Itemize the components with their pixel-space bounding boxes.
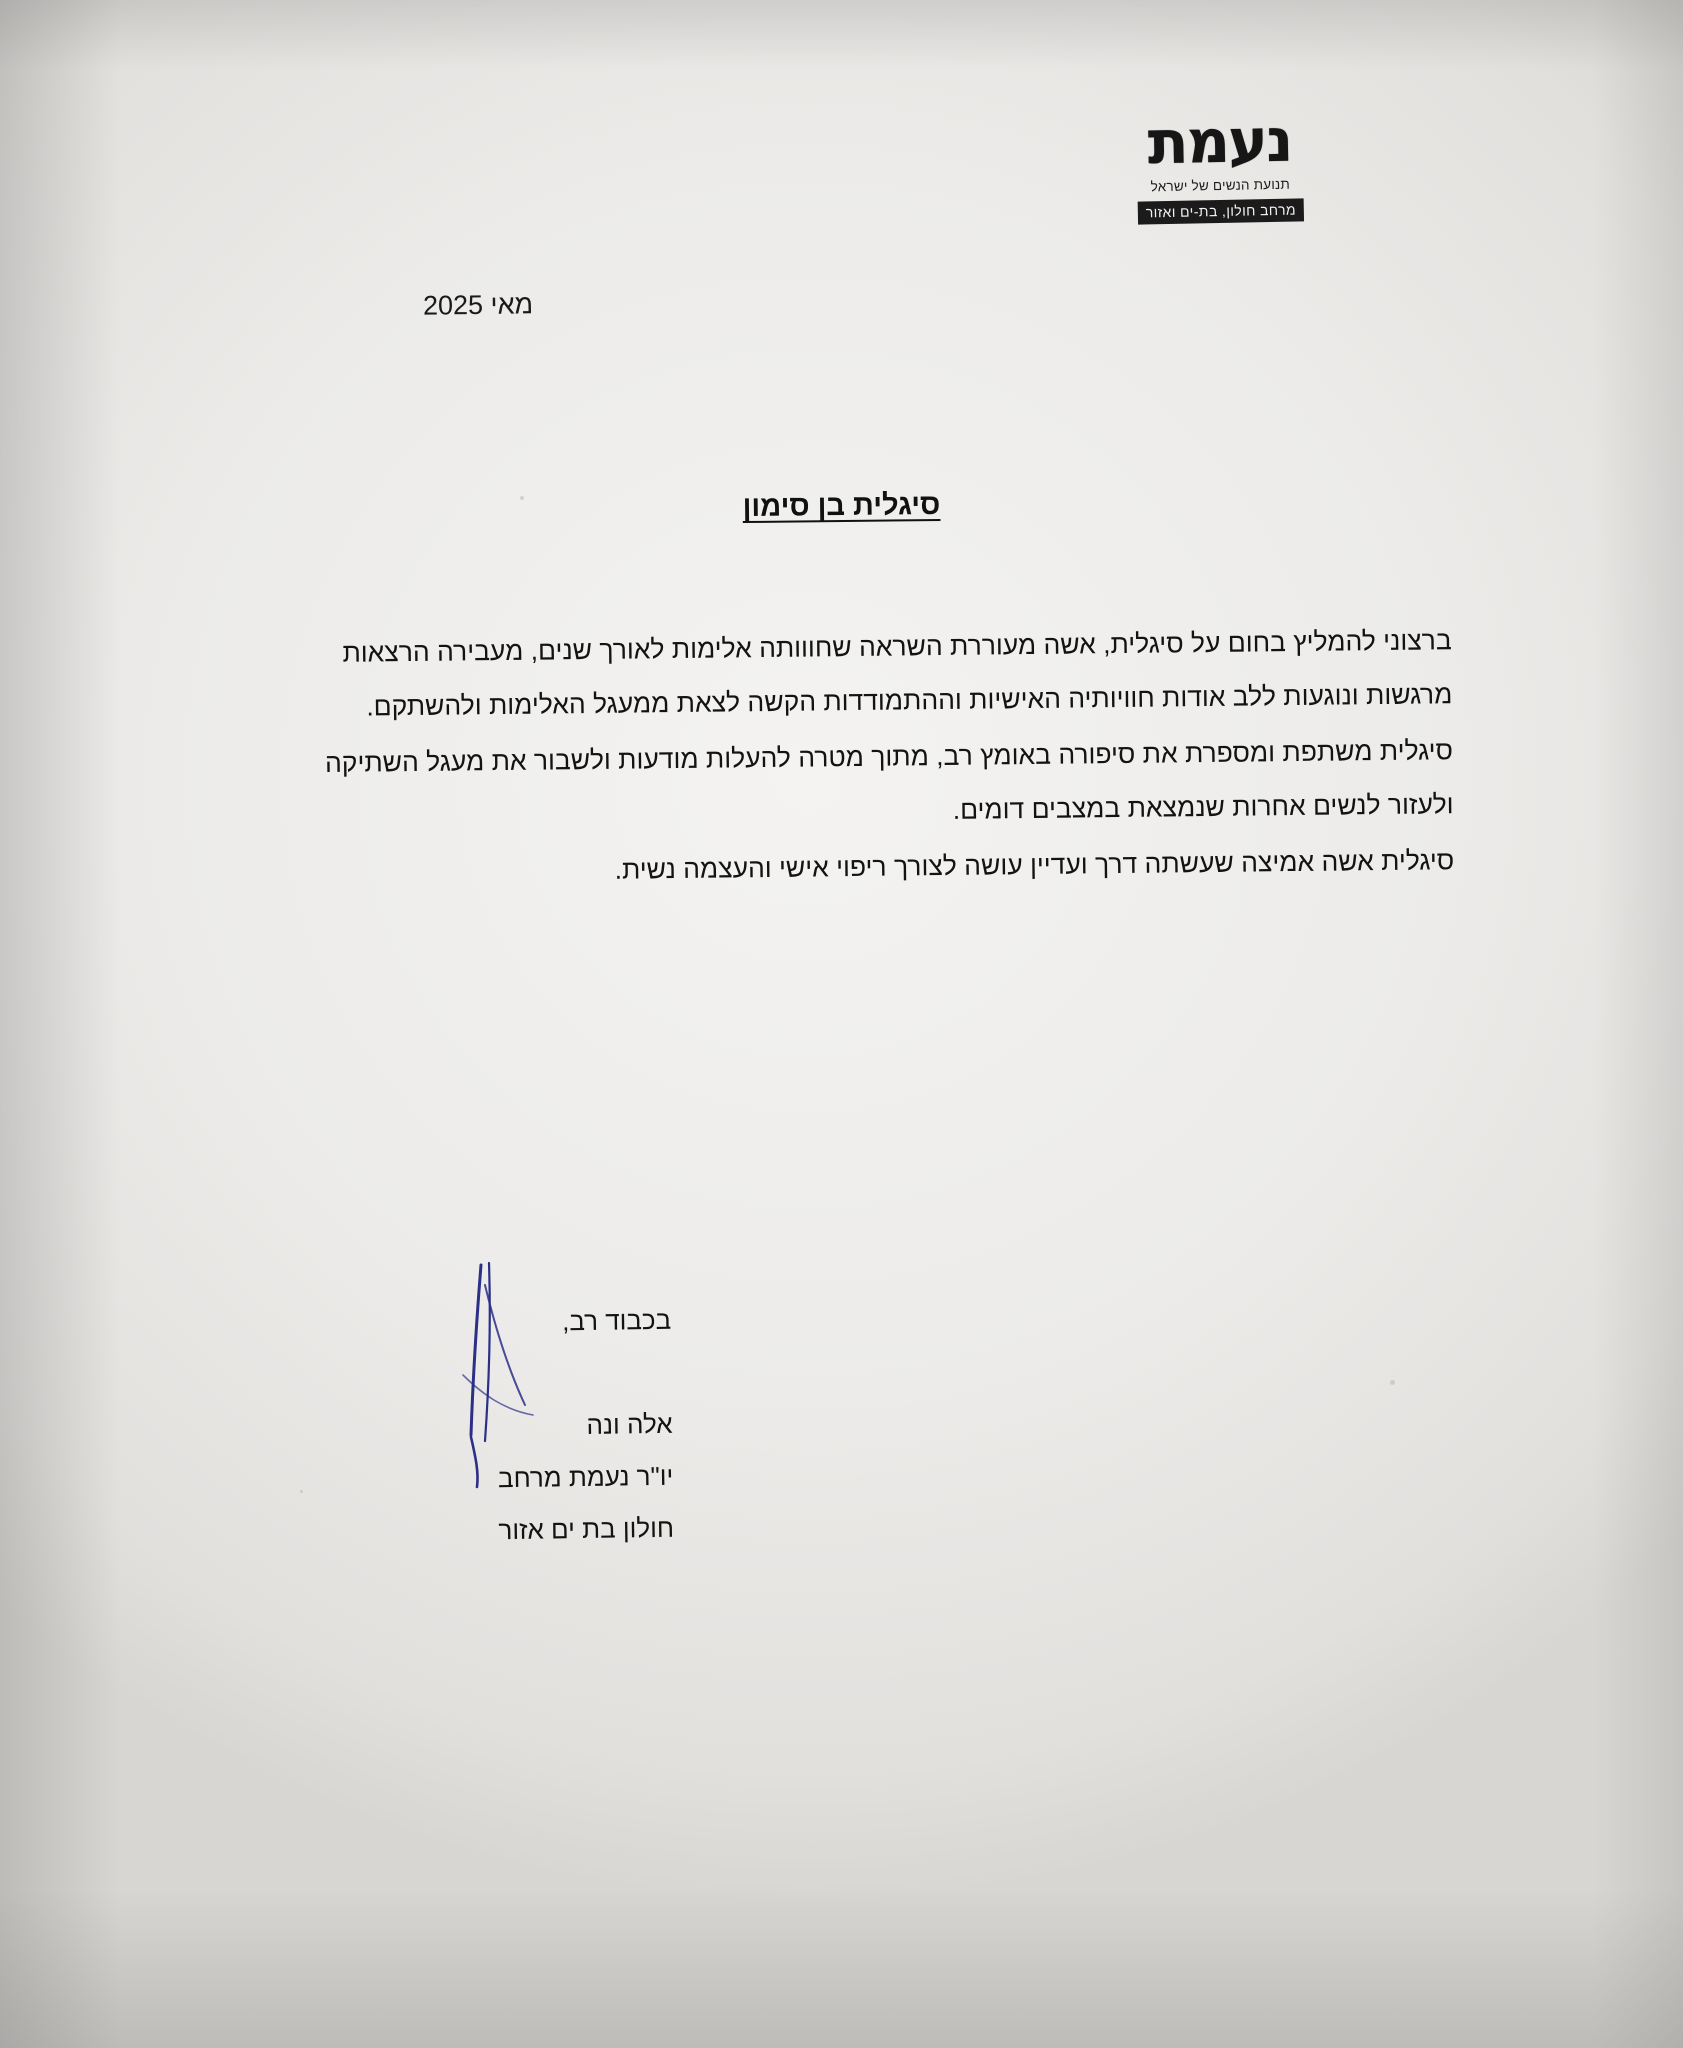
signature-block (496, 1294, 675, 1556)
body-paragraph: ברצוני להמליץ בחום על סיגלית, אשה מעוררת השראה שחווותה אלימות לאורך שנים, מעבירה הרצאות מרגשות ונוגעות ללב אודות חוויותיה האישיות וההתמודדות הקשה לצאת ממעגל האלימות ולהשתקם. (342, 625, 1453, 722)
body-paragraph: סיגלית אשה אמיצה שעשתה דרך ועדיין עושה לצורך ריפוי אישי והעצמה נשית. (614, 845, 1455, 885)
body-paragraph: סיגלית משתפת ומספרת את סיפורה באומץ רב, מתוך מטרה להעלות מודעות ולשבור את מעגל השתיקה ולעזור לנשים אחרות שנמצאת במצבים דומים. (324, 735, 1454, 825)
organization-logo (1079, 105, 1361, 225)
scan-speck (520, 496, 524, 500)
logo-subtitle: תנועת הנשים של ישראל (1150, 176, 1291, 195)
scan-speck (1390, 1380, 1395, 1385)
letter-date: מאי 2025 (422, 289, 534, 321)
logo-region-bar: מרחב חולון, בת-ים ואזור (1138, 198, 1305, 224)
letter-body (251, 613, 1454, 903)
closing-line: בכבוד רב, (562, 1304, 672, 1337)
signer-region: חולון בת ים אזור (498, 1512, 675, 1546)
page-title: סיגלית בן סימון (742, 488, 941, 524)
logo-wordmark: נעמת (1147, 105, 1292, 179)
scan-speck (300, 1490, 303, 1493)
signer-name: אלה ונה (586, 1408, 674, 1440)
signer-role: יו"ר נעמת מרחב (498, 1460, 674, 1494)
